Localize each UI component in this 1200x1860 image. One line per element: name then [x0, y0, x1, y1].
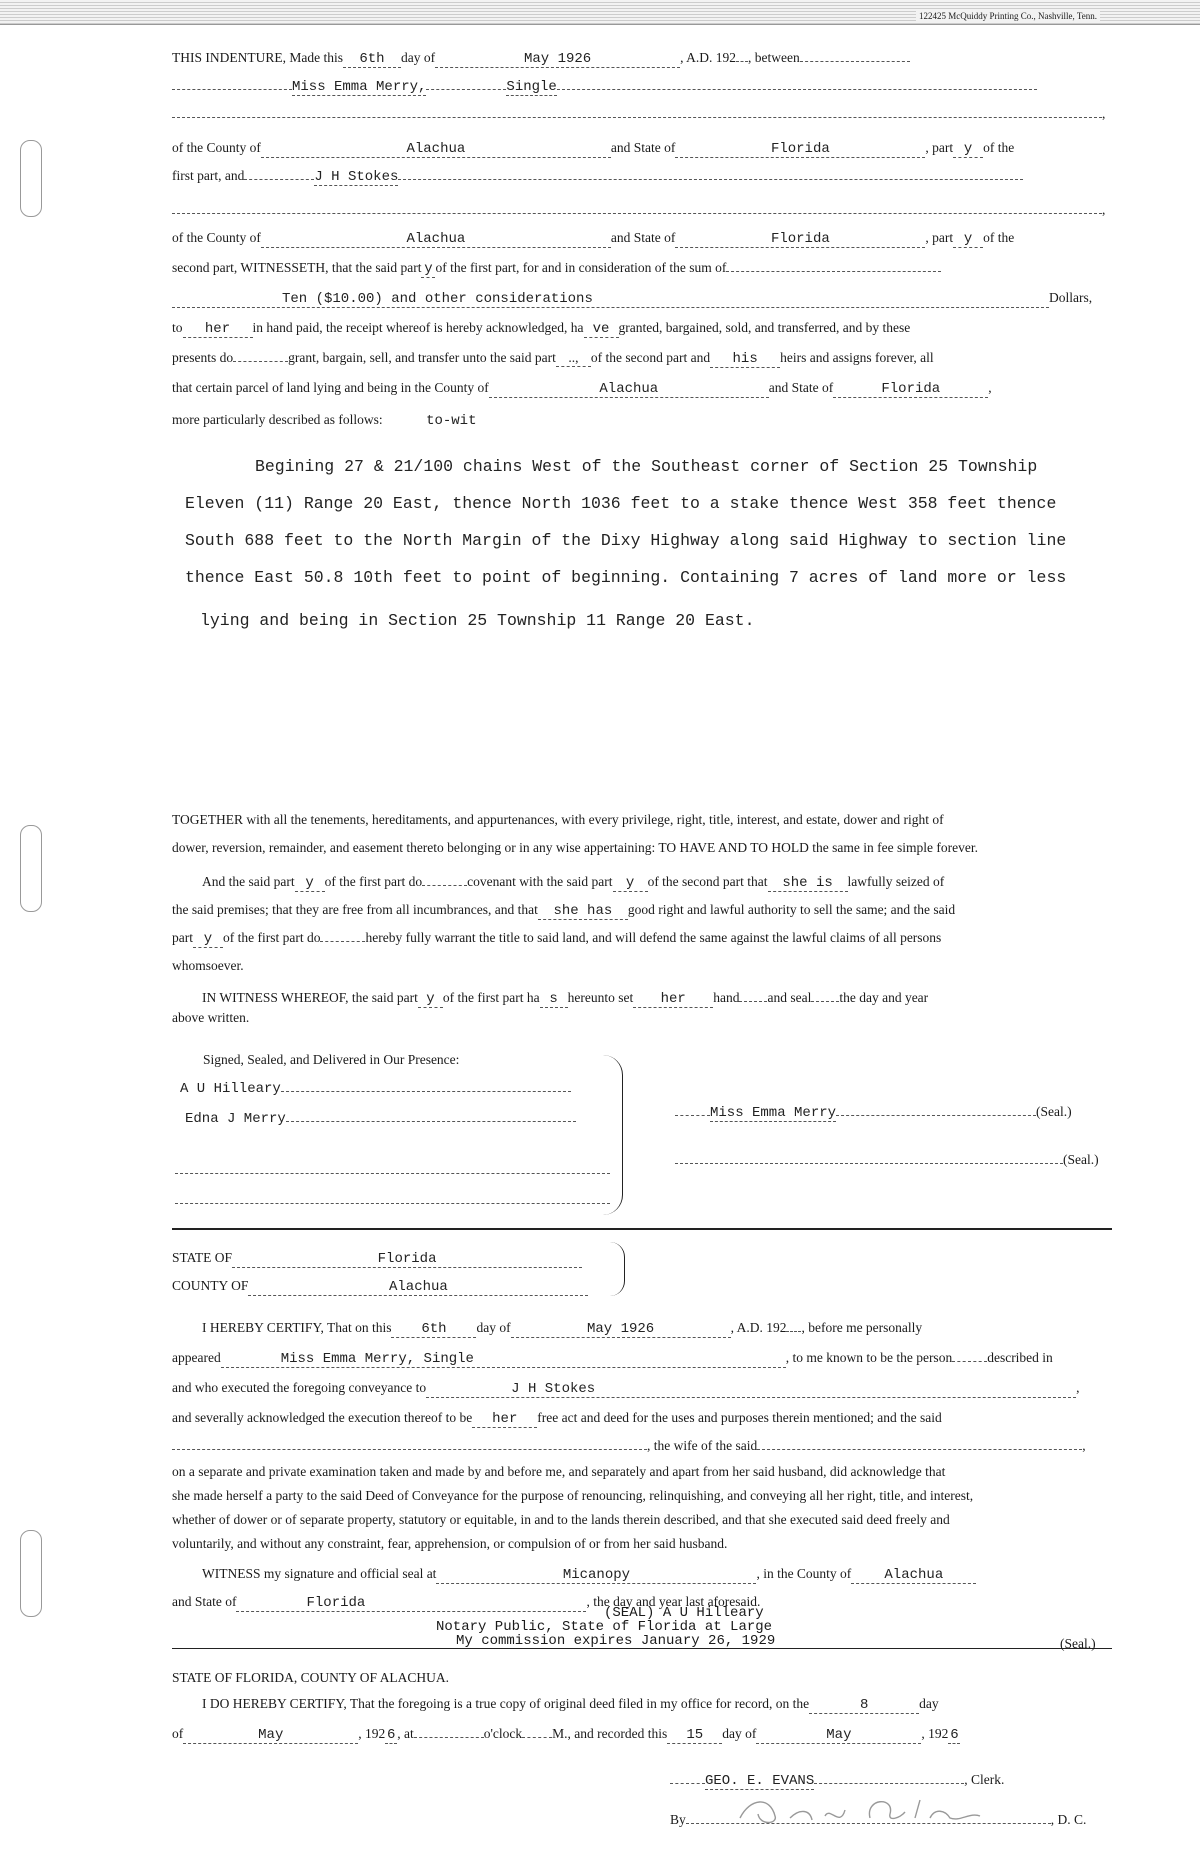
notary-line: [172, 1648, 1112, 1649]
first-county-line: of the County of Alachua and State of Florida , part y of the: [172, 140, 1015, 157]
ack-paragraph: on a separate and private examination taken and made by and before me, and separately and apart from her said husband, did acknowledge that: [172, 1464, 946, 1479]
certify-line: I HEREBY CERTIFY, That on this 6th day of May 1926 , A.D. 192 , before me personally: [202, 1320, 923, 1337]
grantor-name: Miss Emma Merry: [710, 1105, 837, 1121]
description-line: lying and being in Section 25 Township 11 Range 20 East.: [200, 611, 755, 630]
property-description: [185, 448, 1120, 639]
severally-line: and severally acknowledged the execution thereof to be her free act and deed for the uses and purposes therein mentioned; and the said: [172, 1410, 942, 1427]
described-line: more particularly described as follows: to-wit: [172, 412, 477, 429]
witness-line: above written.: [172, 1010, 250, 1025]
presents-line: presents do grant, bargain, sell, and transfer unto the said part .., of the second part and his heirs and assigns forever, all: [172, 350, 934, 367]
ack-state-line: STATE OF Florida: [172, 1250, 1112, 1268]
witness-signature-line: [175, 1192, 615, 1208]
sum-line: Ten ($10.00) and other considerations Dollars,: [172, 290, 1112, 308]
witness-signature-line: Edna J Merry: [185, 1110, 615, 1127]
record-line: of May , 192 6 , at o'clock M., and recorded this 15 day of May , 192 6: [172, 1726, 959, 1743]
witness-line: IN WITNESS WHEREOF, the said part y of the first part ha s hereunto set her hand and seal the day and year: [202, 990, 929, 1007]
notary-commission: My commission expires January 26, 1929: [456, 1633, 776, 1649]
second-party-line: first part, and J H Stokes: [172, 168, 1112, 185]
blank-line: ,: [172, 202, 1112, 218]
ack-paragraph: whether of dower or of separate property, statutory or equitable, in and to the lands therein described, and that she executed said deed freely and: [172, 1512, 950, 1527]
together-line: dower, reversion, remainder, and easement thereto belonging or in any wise appertaining: TO HAVE AND TO HOLD the same in fee simple forever.: [172, 840, 978, 855]
grantor-signature-line: Miss Emma Merry (Seal.): [675, 1104, 1115, 1121]
notary-seal: (SEAL) A U Hilleary: [604, 1605, 764, 1621]
signature-brace: [600, 1055, 623, 1215]
executed-line: and who executed the foregoing conveyance to J H Stokes ,: [172, 1380, 1080, 1397]
appeared-line: appeared Miss Emma Merry, Single , to me known to be the person described in: [172, 1350, 1053, 1367]
witness-signature-line: [175, 1162, 615, 1178]
blank-line: ,: [172, 106, 1112, 122]
ack-paragraph: voluntarily, and without any constraint, fear, apprehension, or compulsion of or from her said husband.: [172, 1536, 728, 1551]
section-divider: [172, 1228, 1112, 1230]
ack-county-line: COUNTY OF Alachua: [172, 1278, 1112, 1296]
wife-line: , the wife of the said ,: [172, 1438, 1112, 1454]
covenant-line: the said premises; that they are free from all incumbrances, and that she has good right and lawful authority to sell the same; and the said: [172, 902, 956, 919]
covenant-line: whomsoever.: [172, 958, 244, 973]
witness-signature-line: A U Hilleary: [180, 1080, 610, 1097]
deputy-clerk-line: By , D. C.: [670, 1812, 1087, 1827]
ack-paragraph: she made herself a party to the said Deed of Conveyance for the purpose of renouncing, relinquishing, and conveying all her right, title, and interest,: [172, 1488, 974, 1503]
clerk-name: GEO. E. EVANS: [705, 1773, 815, 1789]
parcel-line: that certain parcel of land lying and being in the County of Alachua and State of Florida ,: [172, 380, 992, 397]
and-state-line: and State of Florida , the day and year last aforesaid.: [172, 1594, 761, 1611]
witness-sig-line: WITNESS my signature and official seal at Micanopy , in the County of Alachua: [172, 1566, 1112, 1584]
receipt-line: to her in hand paid, the receipt whereof is hereby acknowledged, ha ve granted, bargained, sold, and transferred, and by these: [172, 320, 911, 337]
signed-label: Signed, Sealed, and Delivered in Our Presence:: [203, 1052, 460, 1067]
record-heading: STATE OF FLORIDA, COUNTY OF ALACHUA.: [172, 1670, 450, 1685]
ack-brace: [610, 1242, 625, 1296]
punch-hole-mark: [20, 1530, 42, 1617]
record-line: I DO HEREBY CERTIFY, That the foregoing is a true copy of original deed filed in my office for record, on the 8 day: [202, 1696, 939, 1713]
deputy-clerk-signature: [730, 1788, 990, 1832]
notary-title: Notary Public, State of Florida at Large: [436, 1619, 773, 1635]
description-line: thence East 50.8 10th feet to point of beginning. Containing 7 acres of land more or less: [185, 568, 1067, 587]
description-line: Eleven (11) Range 20 East, thence North 1036 feet to a stake thence West 358 feet thence: [185, 494, 1057, 513]
covenant-line: And the said part y of the first part do covenant with the said part y of the second part that she is lawfully seized of: [202, 874, 945, 891]
printer-header-bar: [0, 0, 1200, 25]
first-party-line: Miss Emma Merry, Single: [172, 78, 1112, 95]
printer-imprint: 122425 McQuiddy Printing Co., Nashville, Tenn.: [916, 11, 1100, 21]
indenture-line: THIS INDENTURE, Made this 6th day of May 1926 , A.D. 192 , between: [172, 50, 1112, 68]
description-line: Begining 27 & 21/100 chains West of the Southeast corner of Section 25 Township: [255, 457, 1038, 476]
witnesseth-line: second part, WITNESSETH, that the said part y of the first part, for and in consideration of the sum of: [172, 260, 1112, 278]
punch-hole-mark: [20, 825, 42, 912]
notary-seal-label: (Seal.): [1060, 1636, 1096, 1651]
punch-hole-mark: [20, 140, 42, 217]
description-line: South 688 feet to the North Margin of the Dixy Highway along said Highway to section line: [185, 531, 1067, 550]
signature-line: (Seal.): [675, 1152, 1115, 1168]
together-line: TOGETHER with all the tenements, hereditaments, and appurtenances, with every privilege, right, title, interest, and estate, dower and right of: [172, 812, 944, 827]
covenant-line: part y of the first part do hereby fully warrant the title to said land, and will defend the same against the lawful claims of all persons: [172, 930, 942, 947]
second-county-line: of the County of Alachua and State of Florida , part y of the: [172, 230, 1015, 247]
clerk-line: GEO. E. EVANS , Clerk.: [670, 1772, 1110, 1789]
